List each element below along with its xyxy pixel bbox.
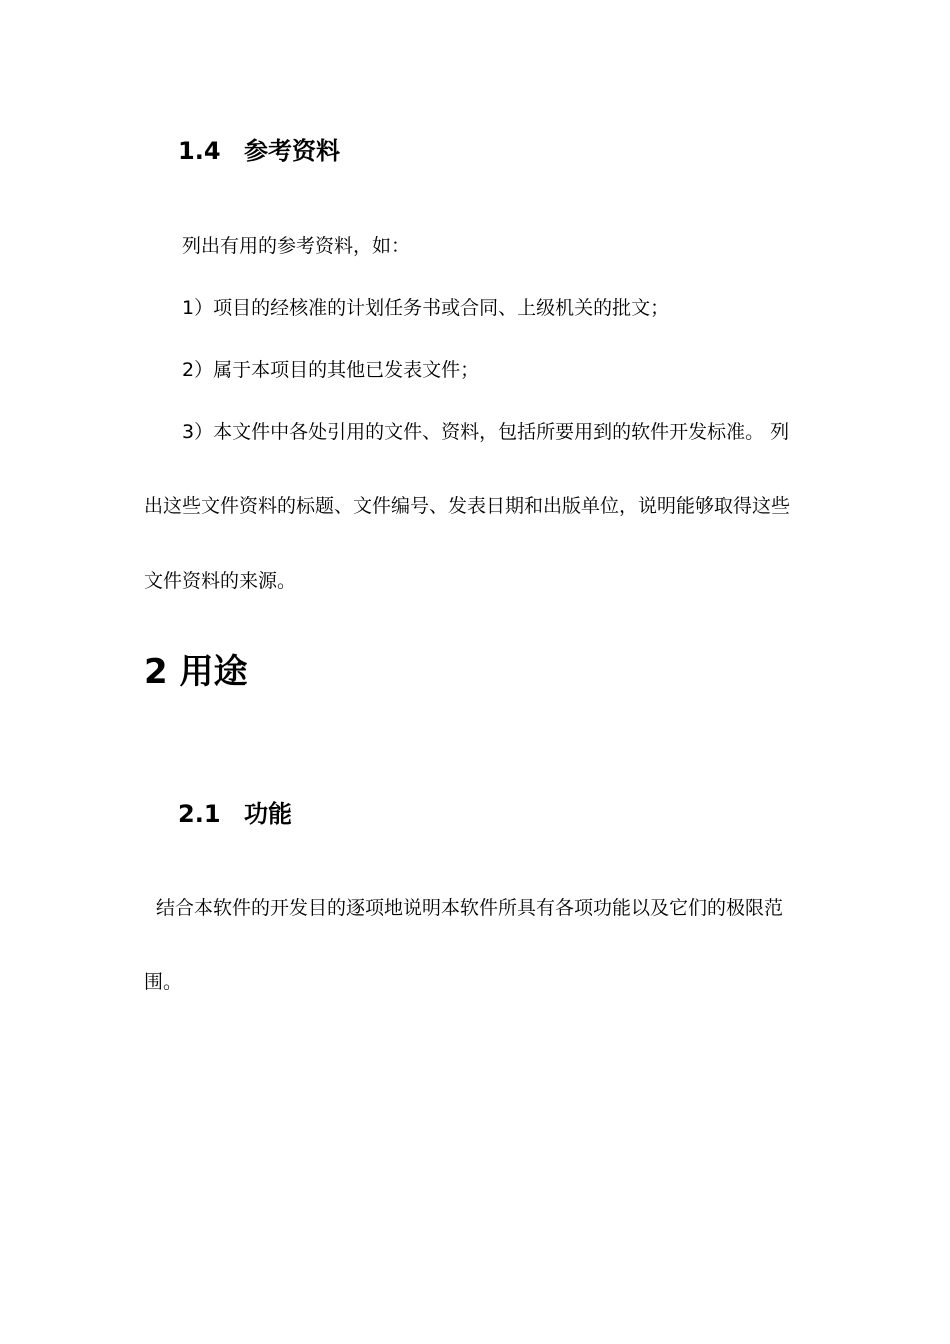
section-heading-2-1 xyxy=(178,798,292,830)
section-heading-1-4 xyxy=(178,135,340,167)
section-number: 2.1 xyxy=(178,800,221,828)
chapter-heading-2: 2 用途 xyxy=(144,652,248,692)
list-item: 2）属于本项目的其他已发表文件； xyxy=(182,359,480,381)
intro-paragraph: 列出有用的参考资料，如： xyxy=(182,235,411,257)
section-title: 参考资料 xyxy=(244,137,340,165)
list-item-line-3: 文件资料的来源。 xyxy=(144,570,297,592)
function-paragraph-line-1: 结合本软件的开发目的逐项地说明本软件所具有各项功能以及它们的极限范 xyxy=(156,897,784,919)
section-title: 功能 xyxy=(244,800,292,828)
list-item-line-1: 3）本文件中各处引用的文件、资料，包括所要用到的软件开发标准。 列 xyxy=(182,421,790,443)
list-item: 1）项目的经核准的计划任务书或合同、上级机关的批文； xyxy=(182,297,670,319)
section-number: 1.4 xyxy=(178,137,221,165)
function-paragraph-line-2: 围。 xyxy=(144,971,183,993)
list-item-line-2: 出这些文件资料的标题、文件编号、发表日期和出版单位，说明能够取得这些 xyxy=(144,495,791,517)
